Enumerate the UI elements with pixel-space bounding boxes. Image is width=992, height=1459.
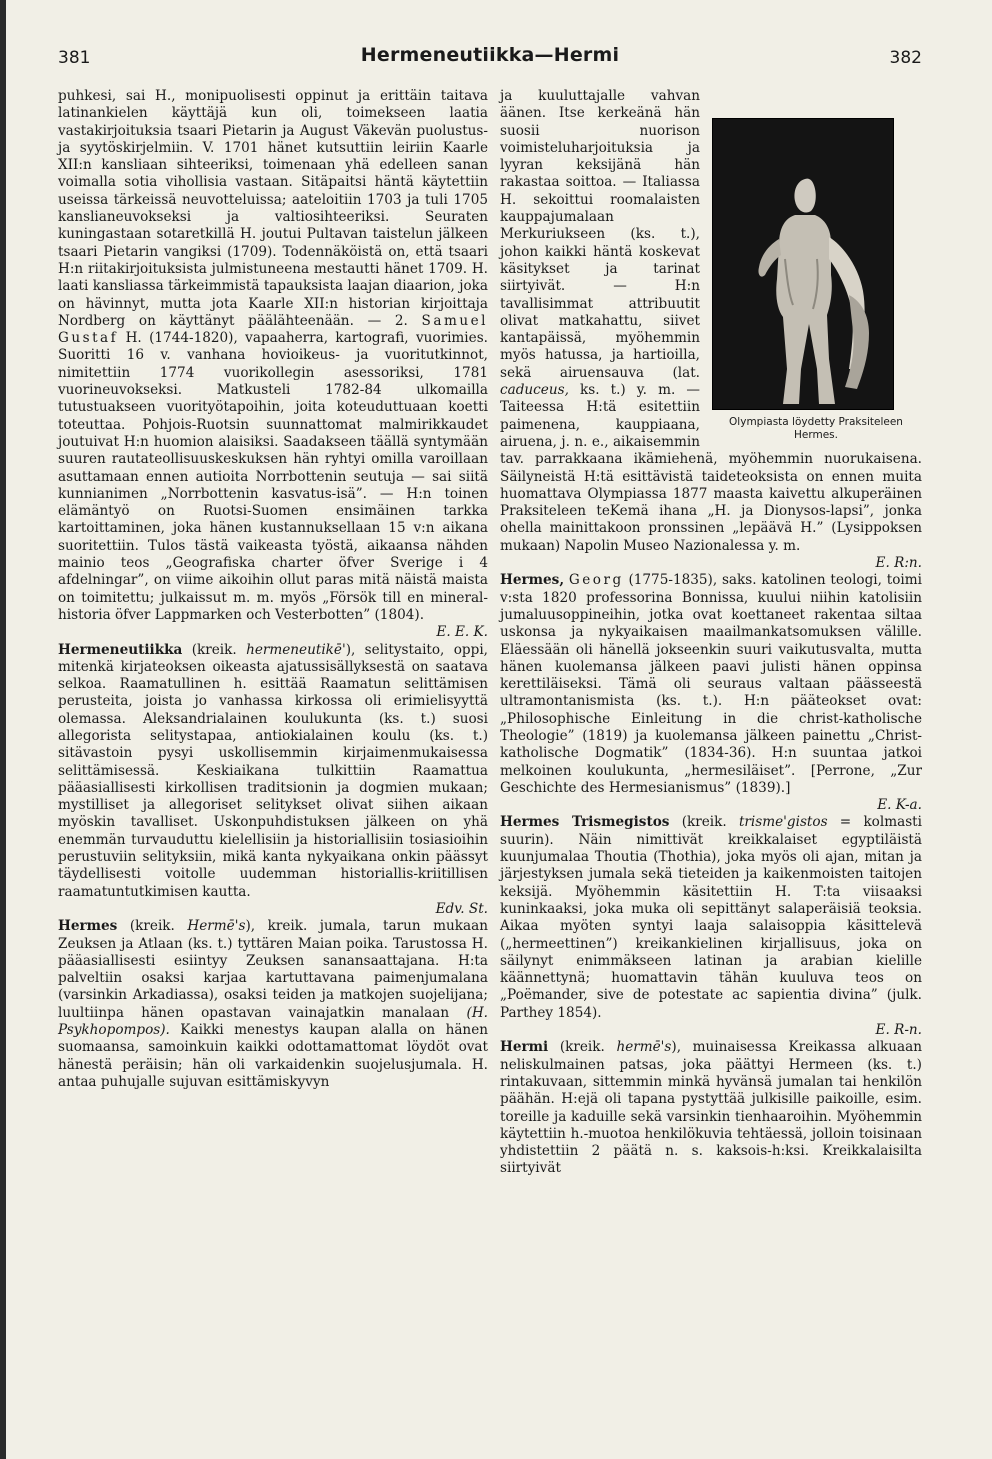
page-edge	[0, 0, 6, 1459]
headword: Hermes Trismegistos	[500, 814, 670, 831]
entry-hermes-trismegistos	[500, 814, 922, 1039]
headword: Hermi	[500, 1039, 549, 1056]
entry-hermi	[500, 1039, 922, 1177]
entry-continued	[58, 88, 488, 642]
entry-text: ks. t.) y. m. — Taiteessa H:tä esitettiin paimenena, kauppiaana, airuena, j. n. e., aikaisemmin tav. parrakkaana ikämiehenä, myöhemmin nuorukaisena. Säilyneistä H:tä esittävistä taideteoksista on ennen muita huomattava Olympiassa 1877 maasta kaivettu alkuperäinen Praksiteleen teKemä ihana „H. ja Dionysos-lapsi”, jonka ohella mainittakoon pronssinen „lepäävä H.” (Lysippoksen mukaan) Napolin Museo Nazionalessa y. m.	[500, 382, 922, 554]
entry-text: ), kreik. jumala, tarun mukaan Zeuksen ja Atlaan (ks. t.) tyttären Maian poika. Tarustossa H. pääasiallisesti esiintyy Zeuksen sanansaattajana. H:ta palveltiin osaksi karjaa kartuttavana paimenjumalana (varsinkin Arkadiassa), osaksi teiden ja matkojen suojelijana; luultiinpa hänen opastavan vainajatkin manalaan	[58, 918, 488, 1021]
entry-text: (kreik.	[548, 1039, 617, 1056]
author-signature: E. E. K.	[436, 624, 488, 641]
entry-text: Kaikki menestys kaupan alalla on hänen suomaansa, samoinkuin kaikki odottamattomat löydöt ovat hänestä peräisin; hän oli varkaidenkin suojelusjumala. H. antaa puhujalle sujuvan esittämiskyvyn	[58, 1022, 488, 1090]
page-number-left: 381	[58, 48, 91, 68]
author-signature: E. R-n.	[875, 1022, 922, 1039]
etymology: hermeneutikē'	[246, 641, 346, 658]
hermes-statue-photo	[712, 118, 894, 410]
figure	[710, 118, 922, 442]
etymology: Hermē's	[187, 918, 246, 935]
entry-text: ), muinaisessa Kreikassa alkuaan neliskulmainen patsas, joka päättyi Hermeen (ks. t.) rintakuvaan, sittemmin minkä hyvänsä jumalan tai henkilön päähän. H:ejä oli tapana pystyttää julkisille paikoille, esim. toreille ja kaduille sekä varsinkin tienhaaroihin. Myöhemmin käytettiin h.-muotoa henkilökuvia tehtäessä, jolloin toisinaan yhdistettiin 2 päätä n. s. kaksois-h:ksi. Kreikkalaisilta siirtyivät	[500, 1039, 922, 1177]
right-column	[500, 88, 922, 1178]
running-head: Hermeneutiikka—Hermi	[360, 44, 620, 66]
entry-hermes-georg	[500, 572, 922, 814]
person-name: Samuel Gustaf	[58, 312, 488, 347]
entry-text: (kreik.	[669, 814, 739, 831]
page-number-right: 382	[889, 48, 922, 68]
headword: Hermes,	[500, 572, 565, 589]
entry-text: puhkesi, sai H., monipuolisesti oppinut ja erittäin taitava latinankielen käyttäjä kun oli, toimekseen laatia vastakirjoituksia tsaari Pietarin ja August Väkevän puolustus- ja syytöskirjelmiin. V. 1701 hänet kutsuttiin leiriin Kaarle XII:n kansliaan sihteeriksi, toimenaan yhä edelleen sanan voimalla sotia vihollisia vastaan. Sitäpaitsi häntä käytettiin useissa tärkeissä neuvotteluissa; aateloitiin 1703 ja tuli 1705 kanslianeuvokseksi ja valtiosihteeriksi. Seuraten kuningastaan sotaretkillä H. joutui Pultavan taistelun jälkeen tsaari Pietarin vangiksi (1709). Todennäköistä on, että tsaari H:n riitakirjoituksista julmistuneena mestautti hänet 1709. H. laati kansliassa tärkeimmistä tapauksista laajan diaarion, joka on hävinnyt, mutta jota Kaarle XII:n historian kirjoittaja Nordberg on käyttänyt päälähteenään. — 2.	[58, 88, 488, 329]
etymology: trisme'gistos	[738, 814, 828, 831]
entry-hermeneutiikka	[58, 642, 488, 919]
latin-term: caduceus,	[500, 382, 569, 399]
author-signature: Edv. St.	[435, 900, 488, 917]
entry-text: = kolmasti suurin). Näin nimittivät kreikkalaiset egyptiläistä kuunjumalaa Thoutia (Thothia), joka myös oli ajan, mitan ja järjestyksen jumala sekä tieteiden ja kaikenmoisten taitojen keksijä. Myöhemmin käsitettiin H. T:ta viisaaksi kuninkaaksi, joka muka oli sepittänyt salaperäisiä teoksia. Aikaa myöten syntyi laaja salaisoppia käsittelevä („hermeettinen”) kreikankielinen kirjallisuus, joka on säilynyt enimmäkseen latinan ja arabian kielille käännettynä; huomattavin tähän kuuluva teos on „Poëmander, sive de potestate ac sapientia divina” (julk. Parthey 1854).	[500, 814, 922, 1021]
epithet: (H. Psykhopompos).	[58, 1004, 488, 1039]
entry-hermes	[58, 918, 488, 1091]
author-signature: E. K-a.	[877, 797, 922, 814]
statue-illustration	[713, 119, 893, 409]
author-signature: E. R:n.	[875, 555, 922, 572]
entry-text: (kreik.	[117, 918, 188, 935]
entry-text: ja kuuluttajalle vahvan äänen. Itse kerkeänä hän suosii nuorison voimisteluharjoituksia ja lyyran keksijänä hän rakastaa soittoa. — Italiassa H. sekoittui roomalaisten kauppajumalaan Merkuriukseen (ks. t.), johon kaikki häntä koskevat käsitykset ja tarinat siirtyivät. — H:n tavallisimmat attribuutit olivat matkahattu, siivet kantapäissä, myöhemmin myös hatussa, ja hartioilla, sekä airuensauva (lat.	[500, 88, 700, 381]
etymology: hermē's	[616, 1039, 672, 1056]
headword: Hermeneutiikka	[58, 641, 183, 658]
headword: Hermes	[58, 918, 118, 935]
page-header	[58, 44, 922, 74]
entry-text: (kreik.	[182, 641, 247, 658]
person-name: Georg	[568, 572, 624, 589]
entry-text: (1775-1835), saks. katolinen teologi, toimi v:sta 1820 professorina Bonnissa, kuului niihin katolisiin jumaluusoppineihin, jotka ovat koettaneet rakentaa siltaa uskonsa ja nykyaikaisen maailmankatsomuksen välille. Eläessään oli hänellä jokseenkin suuri vaikutusvalta, mutta hänen kuolemansa jälkeen paavi julisti hänen oppinsa kerettiläiseksi. Tämä oli seuraus valtaan päässeestä ultramontanismista (ks. t.). H:n pääteokset ovat: „Philosophische Einleitung in die christ-katholische Theologie” (1819) ja kuolemansa jälkeen painettu „Christ-katholische Dogmatik” (1834-36). H:n suuntaa jatkoi melkoinen koulukunta, „hermesiläiset”. [Perrone, „Zur Geschichte des Hermesianismus” (1839).]	[500, 572, 922, 796]
entry-text: ), selitystaito, oppi, mitenkä kirjateoksen oikeasta ajatussisällyksestä on saatava selkoa. Raamatullinen h. esittää Raamatun selittämisen perusteita, joista jo vanhassa kirkossa oli erimielisyyttä olemassa. Aleksandrialainen koulukunta (ks. t.) suosi allegorista selitystapaa, antiokialainen koulu (ks. t.) sitävastoin pysyi uskollisemmin kirjaimenmukaisessa selittämisessä. Keskiaikana tulkittiin Raamattua pääasiallisesti kirkollisen traditsionin ja dogmien mukaan; mystilliset ja allegoriset selitykset olivat siihen aikaan myöskin tavalliset. Uskonpuhdistuksen jälkeen on yhä enemmän turvauduttu kielellisiin ja historiallisiin tosiasioihin perustuviin selityksiin, mikä kanta nykyaikana onkin päässyt täydellisesti voitolle uudemman historiallis-kriitillisen raamatuntutkimisen kautta.	[58, 641, 488, 900]
entry-text: H. (1744-1820), vapaaherra, kartografi, vuorimies. Suoritti 16 v. vanhana hovioikeus- ja vuoritutkinnot, nimitettiin 1774 vuorikollegin asessoriksi, 1781 vuorineuvokseksi. Matkusteli 1782-84 ulkomailla tutustuakseen vuorityötapoihin, joita koteuduttuaan koetti toteuttaa. Pohjois-Ruotsin suunnattomat malmirikkaudet joutuivat H:n huomion alaisiksi. Saadakseen täällä syntymään suuren rautateollisuuskeskuksen hän ryhtyi omilla varoillaan asuttamaan ennen autioita Norrbottenin seutuja — sai siitä kunnianimen „Norrbottenin kasvatus-isä”. — H:n toinen elämäntyö on Ruotsi-Suomen ensimäinen tarkka kartoittaminen, joka hänen kustannuksellaan 15 v:n aikana suoritettiin. Tulos tästä vaikeasta työstä, aikaansa nähden mainio teos „Geografiska charter öfver Sverige i 4 afdelningar”, on viime aikoihin ollut paras mitä näistä maista on toimitettu; julkaissut m. m. myös „Försök till en mineral-historia öfver Lappmarken och Vesterbotten” (1804).	[58, 330, 488, 623]
left-column	[58, 88, 488, 1091]
figure-caption: Olympiasta löydetty Praksiteleen Hermes.	[729, 416, 903, 441]
